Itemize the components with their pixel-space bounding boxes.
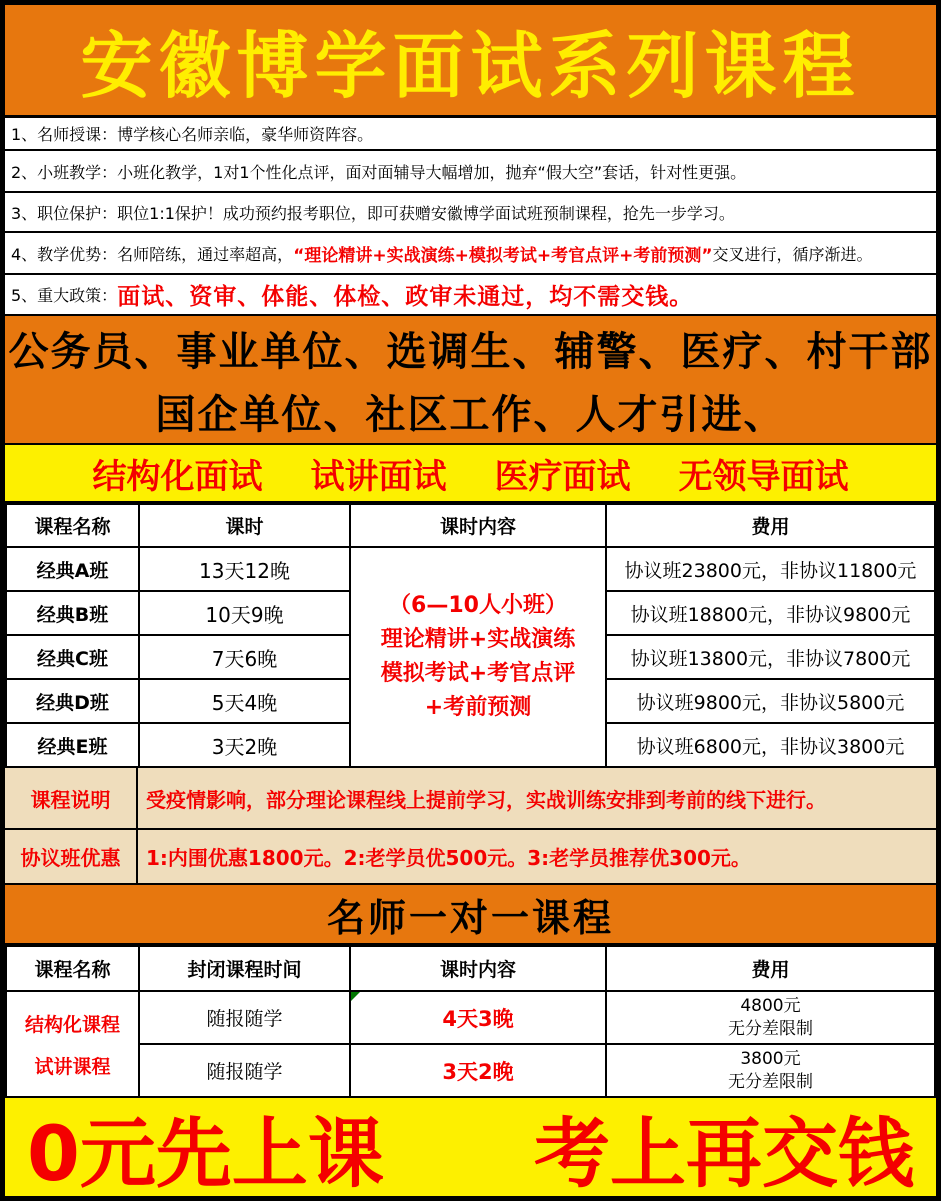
class-d-duration: 5天4晚 [139, 679, 350, 723]
feature-note-1 [5, 118, 936, 151]
table-row [6, 1044, 935, 1097]
feature-notes [5, 118, 936, 316]
oto-header-name: 课程名称 [6, 946, 139, 991]
feature-note-5-highlight: 面试、资审、体能、体检、政审未通过，均不需交钱。 [117, 284, 694, 310]
footer-slogan-right: 考上再交钱 [534, 1108, 914, 1198]
class-d-name: 经典D班 [6, 679, 139, 723]
feature-note-4-highlight: “理论精讲+实战演练+模拟考试+考官点评+考前预测” [293, 245, 713, 266]
one-on-one-banner [5, 885, 936, 945]
course-content-line-1: （6—10人小班） [389, 592, 567, 618]
oto-header-content: 课时内容 [350, 946, 606, 991]
oto-header-fee: 费用 [606, 946, 935, 991]
class-c-name: 经典C班 [6, 635, 139, 679]
oto-row1-fee-amount: 4800元 [740, 995, 801, 1016]
course-table-header-row [6, 504, 935, 547]
class-b-duration: 10天9晚 [139, 591, 350, 635]
one-on-one-header-row [6, 946, 935, 991]
feature-note-5-prefix: 5、重大政策： [11, 286, 118, 305]
oto-course-structured: 结构化课程 [24, 1013, 120, 1036]
class-e-name: 经典E班 [6, 723, 139, 767]
class-b-name: 经典B班 [6, 591, 139, 635]
oto-course-names-cell [6, 991, 139, 1097]
course-table-header-duration: 课时 [139, 504, 350, 547]
oto-row2-fee [606, 1044, 935, 1097]
audience-banner [5, 316, 936, 445]
discount-text: 1:内围优惠1800元。2:老学员优500元。3:老学员推荐优300元。 [146, 846, 751, 870]
oto-row2-schedule: 随报随学 [139, 1044, 350, 1097]
one-on-one-banner-text: 名师一对一课程 [326, 895, 614, 940]
interview-type-medical: 医疗面试 [494, 456, 631, 497]
interview-types-band [5, 445, 936, 503]
feature-note-2 [5, 151, 936, 193]
course-content-cell [350, 547, 606, 767]
oto-course-lecture: 试讲课程 [34, 1055, 111, 1078]
course-content-line-4: +考前预测 [424, 695, 532, 721]
class-e-duration: 3天2晚 [139, 723, 350, 767]
oto-row2-fee-note: 无分差限制 [728, 1071, 813, 1092]
class-d-fee: 协议班9800元，非协议5800元 [606, 679, 935, 723]
feature-note-3-text: 3、职位保护：职位1:1保护！成功预约报考职位，即可获赠安徽博学面试班预制课程，抢先一步学习。 [11, 203, 735, 223]
course-table-header-content: 课时内容 [350, 504, 606, 547]
class-a-duration: 13天12晚 [139, 547, 350, 591]
oto-header-schedule: 封闭课程时间 [139, 946, 350, 991]
oto-row1-duration [350, 991, 606, 1044]
interview-type-lecture: 试讲面试 [310, 456, 447, 497]
feature-note-4 [5, 233, 936, 275]
footer-slogan-banner [5, 1098, 936, 1196]
course-content-line-3: 模拟考试+考官点评 [380, 661, 576, 686]
class-a-name: 经典A班 [6, 547, 139, 591]
oto-row2-duration: 3天2晚 [350, 1044, 606, 1097]
interview-type-leaderless: 无领导面试 [678, 456, 849, 497]
table-row [6, 547, 935, 591]
class-a-fee: 协议班23800元，非协议11800元 [606, 547, 935, 591]
oto-row1-duration-text: 4天3晚 [442, 1006, 514, 1031]
table-row [6, 991, 935, 1044]
cell-corner-marker-icon [351, 992, 360, 1001]
feature-note-2-text: 2、小班教学：小班化教学，1对1个性化点评，面对面辅导大幅增加，抛弃“假大空”套话，针对性更强。 [11, 162, 747, 182]
feature-note-4-suffix: 交叉进行，循序渐进。 [712, 244, 873, 264]
class-b-fee: 协议班18800元，非协议9800元 [606, 591, 935, 635]
feature-note-5 [5, 275, 936, 316]
feature-note-3 [5, 193, 936, 233]
oto-row1-fee [606, 991, 935, 1044]
oto-row2-fee-amount: 3800元 [740, 1048, 801, 1069]
page-title: 安徽博学面试系列课程 [80, 23, 861, 108]
course-table-header-fee: 费用 [606, 504, 935, 547]
interview-type-structured: 结构化面试 [92, 456, 263, 497]
course-note-text: 受疫情影响，部分理论课程线上提前学习，实战训练安排到考前的线下进行。 [146, 787, 826, 812]
audience-line-1: 公务员、事业单位、选调生、辅警、医疗、村干部 [8, 328, 933, 375]
oto-row1-fee-note: 无分差限制 [728, 1018, 813, 1039]
course-note-row [5, 768, 936, 830]
class-c-duration: 7天6晚 [139, 635, 350, 679]
one-on-one-table [5, 945, 936, 1098]
course-table-header-name: 课程名称 [6, 504, 139, 547]
class-e-fee: 协议班6800元，非协议3800元 [606, 723, 935, 767]
discount-label: 协议班优惠 [5, 830, 138, 883]
class-c-fee: 协议班13800元，非协议7800元 [606, 635, 935, 679]
audience-line-2: 国企单位、社区工作、人才引进、 [155, 391, 786, 438]
course-content-line-2: 理论精讲+实战演练 [380, 626, 576, 652]
discount-row [5, 830, 936, 885]
feature-note-1-text: 1、名师授课：博学核心名师亲临，豪华师资阵容。 [11, 125, 374, 144]
feature-note-4-prefix: 4、教学优势：名师陪练，通过率超高， [11, 244, 294, 264]
oto-row1-schedule: 随报随学 [139, 991, 350, 1044]
course-note-label: 课程说明 [5, 768, 138, 828]
course-table [5, 503, 936, 768]
title-banner [5, 5, 936, 118]
footer-slogan-left: 0元先上课 [27, 1108, 384, 1198]
